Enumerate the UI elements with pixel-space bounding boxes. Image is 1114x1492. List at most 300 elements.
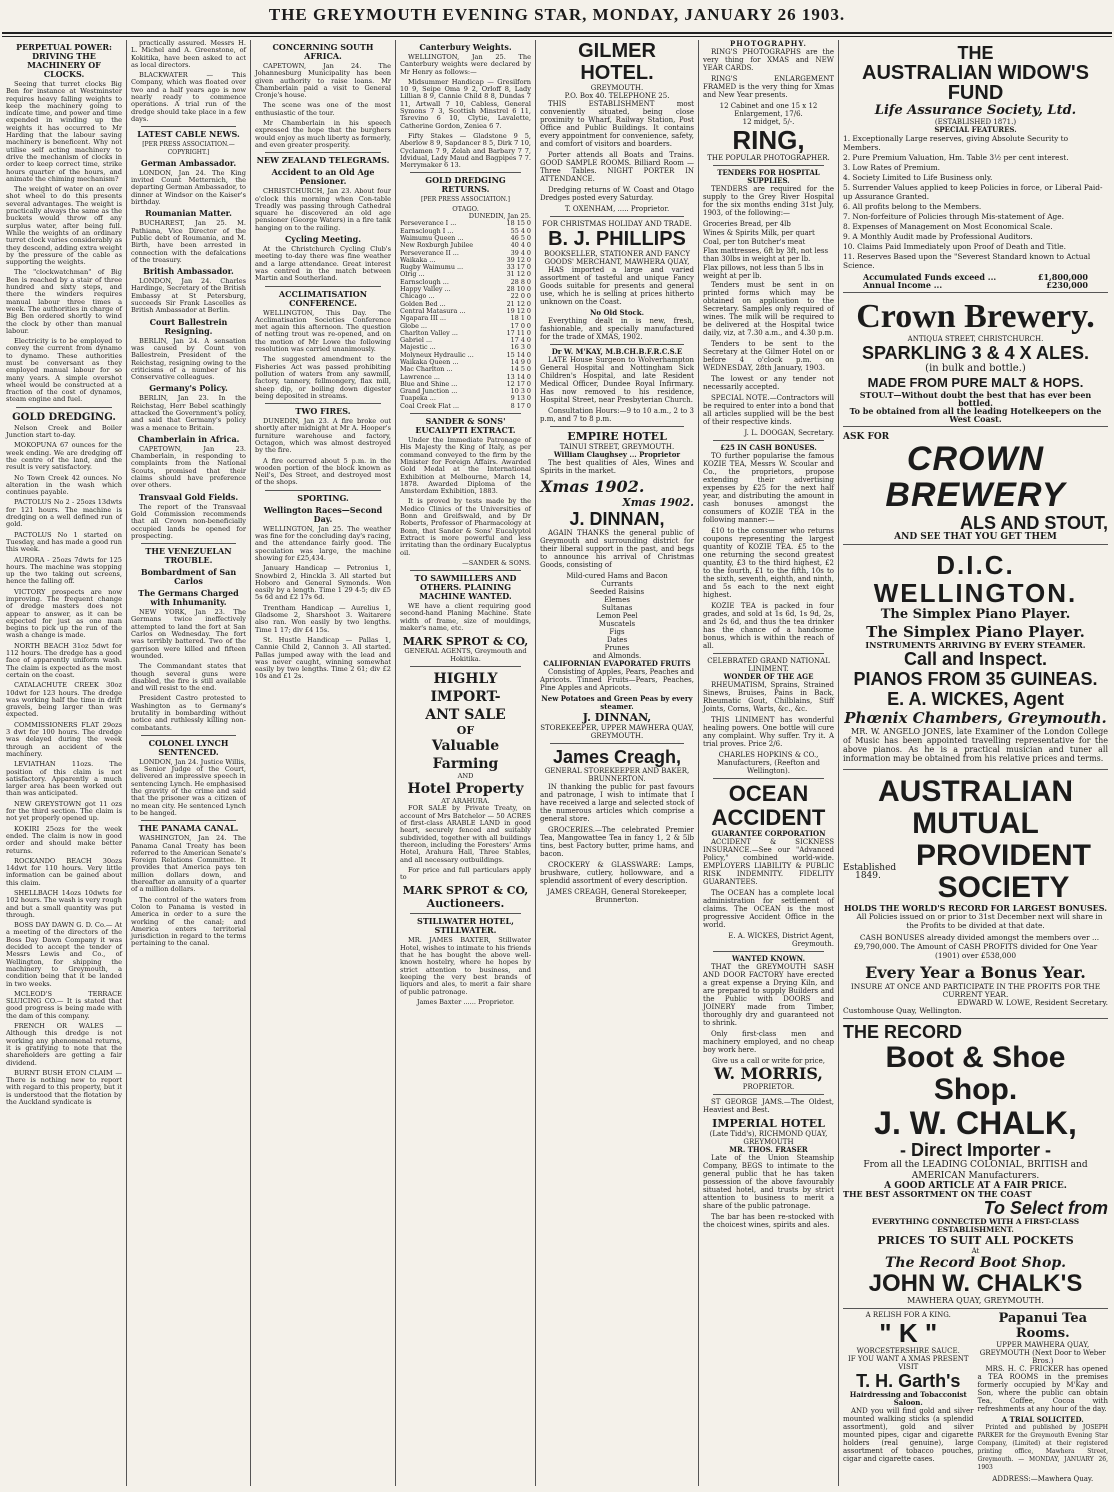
sub-heading: Transvaal Gold Fields. — [138, 491, 239, 502]
funds-value: £1,800,000 — [1037, 272, 1088, 282]
ad-heading: ALS AND STOUT, — [959, 513, 1108, 533]
dredge-name: Molyneux Hydraulic ... — [400, 350, 474, 359]
paragraph: RING'S PHOTOGRAPHS are the very thing for XMAS and NEW YEAR CARDS. — [703, 48, 834, 72]
divider — [550, 426, 684, 427]
dredge-return: 21 12 0 — [506, 299, 531, 308]
divider — [265, 286, 381, 287]
sub-heading: German Ambassador. — [140, 157, 237, 168]
chalk-ad — [843, 1022, 1108, 1305]
dinnan-title: J. DINNAN, — [569, 509, 665, 529]
list-item: Prunes — [604, 644, 630, 652]
list-item: Currants — [601, 580, 633, 588]
ad-heading: CELEBRATED GRAND NATIONAL LINIMENT. — [707, 657, 830, 673]
paragraph: WASHINGTON, Jan 24. The Panama Canal Treaty has been referred to the American Senate's Foreign Relations Committee. It provides that America pays ten million dollars down, and thereafter an annuity of a quarter of a million dollars. — [131, 834, 246, 894]
paragraph: Nelson Creek and Boiler Junction start to-day. — [6, 423, 122, 440]
article-heading: Canterbury Weights. — [419, 42, 512, 52]
ad-heading: SPARKLING 3 & 4 X ALES. — [861, 343, 1090, 363]
ad-line: EVERYTHING CONNECTED WITH A FIRST-CLASS ESTABLISHMENT. — [871, 1217, 1080, 1234]
paragraph: The report of the Transvaal Gold Commission recommends that all Crown non-beneficially occupied lands be opened for prospecting. — [131, 502, 246, 540]
ad-heading: Call and Inspect. — [903, 649, 1048, 669]
divider — [713, 1094, 824, 1095]
ad-line: A RELISH FOR A KING. — [865, 1311, 951, 1319]
ad-line: At — [971, 1247, 980, 1255]
list-item: 5. Surrender Values applied to keep Policies in force, or Liberal Paid-up Assurance Granted. — [843, 183, 1103, 201]
divider — [265, 152, 381, 153]
dredge-return: 28 8 0 — [510, 277, 531, 286]
divider — [410, 666, 521, 667]
list-item: 11. Reserves Based upon the "Severest Standard known to Actual Science. — [843, 252, 1091, 270]
divider — [265, 403, 381, 404]
divider — [141, 735, 236, 736]
dredge-return: 18 1 0 — [510, 314, 531, 323]
list-item: 4. Society Limited to Life Business only. — [843, 173, 993, 182]
ad-line: ASK FOR — [843, 432, 890, 442]
paragraph: January Handicap — Petronius 1, Snowbird 2, Hinckla 3. All started but Hoboro and General Symonds. Won easily by a length. Time 1 29 4-5; div £5 5s 6d and £2 17s 6d. — [255, 564, 391, 602]
paragraph: Dredging returns of W. Coast and Otago Dredges posted every Saturday. — [540, 186, 694, 202]
list-item: 1. Exceptionally Large reserves, giving Absolute Security to Members. — [843, 134, 1069, 152]
paragraph: CASH BONUSES already divided amongst the members over ... £9,790,000. The Amount of CASH PROFITS divided for One Year (1901) over £538,000 — [853, 933, 1100, 960]
dredge-return: 8 17 0 — [510, 401, 531, 410]
goods-list — [540, 572, 694, 660]
chalk-title: J. W. CHALK, — [874, 1105, 1077, 1141]
paragraph: CAPETOWN, Jan 24. The Johannesburg Municipality has been given authority to raise loans. Mr Chamberlain paid a visit to General Cronje's house. — [255, 62, 391, 100]
paragraph: BURNT BUSH ETON CLAIM — There is nothing new to report with regard to this property, but it is understood that the flotation by the Auckland syndicate is — [6, 1068, 122, 1106]
paragraph: The suggested amendment to the Fisheries Act was passed prohibiting pollution of waters from any sawmill, factory, tannery, fellmongery, flax mill, sheep dip, or boiling down digester being deposited in streams. — [255, 355, 391, 400]
dredge-name: Earnsclough ... — [400, 277, 449, 286]
dinnan-sub: STOREKEEPER, UPPER MAWHERA QUAY, GREYMOUTH. — [540, 724, 694, 740]
divider — [713, 440, 824, 441]
list-item: 10. Claims Paid Immediately upon Proof of Death and Title. — [843, 242, 1067, 251]
signature: JAMES CREAGH, General Storekeeper, Brunnerton. — [547, 888, 687, 904]
price-line: 12 Cabinet and one 15 x 12 Enlargement, 17/6. — [719, 102, 818, 118]
paragraph: All Policies issued on or prior to 31st December next will share in the Profits to be divided at that date. — [856, 912, 1103, 930]
garth-title: T. H. Garth's — [856, 1371, 961, 1391]
dredge-name: Charlton Valley ... — [400, 328, 458, 337]
paragraph: The OCEAN has a complete local administration for settlement of claims. The OCEAN is the most progressive Accident Office in the world. — [703, 889, 834, 929]
guarantee-title: GUARANTEE CORPORATION — [711, 829, 826, 838]
article-heading: PERPETUAL POWER: DRIVING THE MACHINERY OF CLOCKS. — [16, 42, 112, 79]
dredge-return: 15 14 0 — [506, 350, 531, 359]
column-7 — [838, 40, 1112, 1486]
paragraph: Trentham Handicap — Aurelius 1, Gladsome 2, Sharshoot 3. Waitarere also ran. Won easily by two lengths. Time 1 17; div £4 15s. — [255, 603, 391, 634]
divider — [141, 126, 236, 127]
paragraph: KOKIRI 25ozs for the week ended. The claim is now in good order and should make better returns. — [6, 824, 122, 855]
list-item: Lemon Peel — [596, 612, 638, 620]
paragraph: St. Hustle Handicap — Pallas 1, Cannie Child 2, Cannon 3. All started. Pallas jumped away with the lead and was never caught, winning somewhat easily by two lengths. Time 2 61; div £2 10s and £1 2s. — [255, 635, 391, 681]
ad-heading: To Select from — [983, 1198, 1108, 1218]
list-item: Coal, per ton Butcher's meat — [703, 238, 806, 246]
dredge-name: Globe ... — [400, 321, 427, 330]
signature: —SANDER & SONS. — [462, 558, 531, 567]
dredge-return: 17 11 0 — [506, 328, 531, 337]
divider — [550, 743, 684, 744]
dredge-return: 55 4 0 — [510, 226, 531, 235]
sale-location: AT ARAHURA. — [441, 797, 490, 806]
ad-heading: The Simplex Piano Player. — [880, 607, 1071, 622]
column-3 — [250, 40, 395, 1486]
article-heading: CONCERNING SOUTH AFRICA. — [272, 42, 374, 61]
divider — [550, 344, 684, 345]
ad-heading: WANTED KNOWN. — [731, 954, 806, 963]
list-item: and Almonds. — [592, 652, 642, 660]
paragraph: CHRISTCHURCH, Jan 23. About four o'clock this morning when Con-table Treadly was passing through Cathedral square he discovered an old age pensioner (George Waters) in a fire tank hanging on to the railing. — [255, 187, 391, 232]
dinnan-title: J. DINNAN, — [582, 711, 652, 724]
paragraph: DUNEDIN, Jan 23. A fire broke out shortly after midnight at Mr A. Hooper's furniture warehouse and factory, Octagon, which was almost destroyed by the fire. — [255, 417, 391, 455]
divider — [265, 490, 381, 491]
ad-heading: WONDER OF THE AGE — [723, 672, 814, 681]
dredge-return: 10 3 0 — [510, 387, 531, 396]
paragraph: GROCERIES.—The celebrated Premier Tea, Mangowattee Tea in fancy 1, 2 & 5lb tins, best Factory butter, prime hams, and bacon. — [540, 826, 694, 858]
dredge-name: Perseverance I ... — [400, 219, 457, 228]
ad-heading: The Simplex Piano Player. — [866, 623, 1085, 641]
paragraph: IN thanking the public for past favours and patronage, I wish to intimate that I have received a large and selected stock of the numerous articles which comprise a general store. — [540, 783, 694, 823]
paragraph: WELLINGTON, Jan 25. The Canterbury weights were declared by Mr Henry as follows:— — [400, 53, 531, 76]
imperial-title: IMPERIAL HOTEL — [712, 1117, 825, 1130]
dredge-name: Golden Bed ... — [400, 299, 446, 308]
paragraph: The Commandant states that though several guns were disabled, the fire is still available and will resist to the end. — [131, 662, 246, 693]
paragraph: Late of the Union Steamship Company, BEGS to intimate to the general public that he has taken possession of the above favourably situated hotel, and trusts by strict attention to business to merit a share of the public patronage. — [703, 1154, 834, 1210]
article-heading: TWO FIRES. — [295, 406, 351, 417]
ad-heading: AUSTRALIAN WIDOW'S FUND — [862, 62, 1089, 104]
dredge-return: 9 13 0 — [510, 394, 531, 403]
ad-heading: STILLWATER HOTEL, STILLWATER. — [417, 916, 514, 936]
fraser-title: MR. THOS. FRASER — [729, 1145, 808, 1154]
list-item: 7. Non-forfeiture of Policies through Mis-statement of Age. — [843, 212, 1064, 221]
dredge-return: 39 12 0 — [506, 255, 531, 264]
list-item: Flax pillows, not less than 5 lbs in weight at per lb. — [703, 264, 824, 280]
ad-line: From all the LEADING COLONIAL, BRITISH and AMERICAN Manufacturers. — [863, 1160, 1088, 1181]
divider — [410, 413, 521, 414]
dredge-return: 39 4 0 — [510, 248, 531, 257]
paragraph: TO further popularise the famous KOZIE TEA, Messrs W. Scoular and Co., the proprietors, propose extending their advertising expenses by £25 for the next half year, and distributing the amount in cash bonuses amongst the consumers of KOZIE TEA in the following manner:— — [703, 452, 834, 524]
gilmer-town: GREYMOUTH. — [590, 84, 644, 92]
dredge-name: New Roxburgh Jubilee — [400, 241, 474, 250]
divider — [550, 216, 684, 217]
dredge-name: Coal Creek Flat ... — [400, 401, 460, 410]
sale-heading: HIGHLY IMPORT- — [430, 670, 501, 705]
ad-line: AND SEE THAT YOU GET THEM — [894, 532, 1057, 542]
dredge-return: 22 0 0 — [510, 292, 531, 301]
dredge-return: 19 12 0 — [506, 306, 531, 315]
sale-heading: AND — [457, 771, 474, 780]
dredge-name: Tuapeka ... — [400, 394, 436, 403]
paragraph: Tenders must be sent in on printed forms which may be obtained on application to the Secretary. Samples only required of wines. The milk will be required to be delivered at the Hospital twice daily, viz, at 7.30 a.m., and 4.30 p.m. — [703, 281, 834, 337]
dredging-returns-table — [400, 220, 531, 410]
paragraph: PACTOLUS No 1 started on Tuesday, and has made a good run this week. — [6, 530, 122, 554]
ad-line: ADDRESS:—Mawhera Quay. — [992, 1475, 1094, 1483]
divider — [713, 165, 824, 166]
paragraph: A fire occurred about 5 p.m. in the wooden portion of the block known as Neil's, Des Street, and destroyed most of the shops. — [255, 456, 391, 487]
paragraph: Seeing that turret clocks Big Ben for instance at Westminster requires heavy falling weights to keep the machinery going to indicate time, and power and time expended in winding up the weights it has occurred to Mr Harding that the labour saving machinery is beneficent. Why not utilise self acting machinery to drive the mechanism of clocks in order to keep correct time, strike hours quarter of the hours, and animate the chiming mechanism? — [6, 80, 122, 183]
sub-heading: Roumanian Matter. — [145, 208, 232, 219]
xmas-heading: Xmas 1902. — [622, 496, 694, 509]
divider — [410, 913, 521, 914]
masthead-rule — [2, 32, 1112, 34]
paragraph: The control of the waters from Colon to Panama is vested in America in order to a sure the working of the canal; and America enters territorial jurisdiction in regard to the terms pertaining to the canal. — [131, 895, 246, 948]
crown-title: CROWN BREWERY — [885, 440, 1066, 514]
sub-heading: Chamberlain in Africa. — [137, 433, 240, 444]
paragraph: BERLIN, Jan 23. In the Reichstag, Herr Bebel scathingly attacked the Government's policy, and said that Germany's policy was a menace to Britain. — [131, 394, 246, 432]
signature: CHARLES HOPKINS & CO., Manufacturers, (Reefton and Wellington). — [716, 751, 821, 775]
dredge-name: Happy Valley ... — [400, 285, 451, 294]
sub-heading: Cycling Meeting. — [284, 234, 362, 245]
dateline: DUNEDIN, Jan 25. — [468, 212, 531, 221]
divider — [410, 172, 521, 173]
firm-sub: GENERAL AGENTS, Greymouth and Hokitika. — [404, 647, 527, 663]
dic-title: D.I.C. WELLINGTON. — [873, 550, 1078, 608]
table-row — [400, 403, 531, 410]
xmas-heading: Xmas 1902. — [540, 477, 645, 496]
ad-heading: TENDERS FOR HOSPITAL SUPPLIES. — [717, 168, 820, 185]
paragraph: NEW YORK, Jan 23. The Germans twice ineffectively attempted to land the fort at San Carlos on Wednesday. The fort was terribly battered. Two of the garrison were killed and fifteen wounded. — [131, 608, 246, 660]
paragraph: HAS imported a large and varied assortment of tasteful and unique Fancy Goods suitable for presents and general use, which he is selling at prices hitherto unknown on the Coast. — [540, 266, 694, 306]
ad-heading: Every Year a Bonus Year. — [865, 963, 1086, 982]
dredge-name: Lawrence ... — [400, 372, 440, 381]
sale-heading: ANT SALE — [425, 706, 506, 723]
ad-heading: SANDER & SONS' EUCALYPTI EXTRACT. — [415, 416, 516, 436]
amp-row — [843, 840, 1108, 904]
paragraph: AGAIN THANKS the general public of Greymouth and surrounding district for their liberal support in the past, and begs to announce his arrival of Christmas Goods, consisting of — [540, 529, 694, 569]
paragraph: BERLIN, Jan 24. A sensation was caused by Count von Ballestrein, President of the Reichstag, resigning owing to the criticisms of a number of his Conservative colleagues. — [131, 336, 246, 382]
masthead: THE GREYMOUTH EVENING STAR, MONDAY, JANUARY 26 1903. — [268, 5, 846, 24]
ad-sub: SPECIAL FEATURES. — [934, 125, 1017, 134]
divider — [713, 653, 824, 654]
morris-sub: PROPRIETOR. — [742, 1083, 795, 1091]
article-heading: GOLD DREDGING. — [12, 411, 116, 423]
paragraph: The bar has been re-stocked with the choicest wines, spirits and ales. — [703, 1213, 834, 1229]
list-item: Sultanas — [601, 604, 633, 612]
dredge-name: Chicago ... — [400, 292, 435, 301]
firm-sub: Auctioneers. — [426, 897, 505, 911]
paragraph: FRENCH OR WALES — Although this dredge is not working any phenomenal returns, it is gratifying to note that the shareholders are getting a fair dividend. — [6, 1022, 122, 1067]
ad-sub: Life Assurance Society, Ltd. — [874, 103, 1077, 118]
paragraph: BUCHAREST, Jan 25. M. Pathiana, Vice Director of the Public debt of Roumania, and M. Birth, have been arrested in connection with the defalcations of the treasury. — [131, 219, 246, 264]
dredge-name: Majestic ... — [400, 343, 436, 352]
established: Established 1849. — [843, 863, 897, 881]
creagh-title: James Creagh, — [552, 747, 682, 767]
paragraph: President Castro protested to Washington as to Germany's brutality in bombarding without notice and ruthlessly killing non-combatants. — [131, 694, 246, 732]
list-item: Flax mattresses, 6ft by 3ft, not less than 30lbs in weight at per lb. — [703, 247, 829, 263]
amp-title: AUSTRALIAN MUTUAL — [878, 775, 1073, 840]
dredge-name: Central Matasura ... — [400, 306, 466, 315]
paragraph: Everything dealt in is new, fresh, fashionable, and specially manufactured for the trade of XMAS, 1902. — [540, 317, 694, 341]
ad-line: A TRIAL SOLICITED. — [1001, 1415, 1084, 1424]
paragraph: Under the Immediate Patronage of His Majesty the King of Italy, as per command conveyed to the firm by the Minister for Foreign Affairs. Awarded Gold Medal at the International Exhibition at Melbourne, March 14, 1878. Awarded Diploma of the Amsterdam Exhibition, 1883. — [400, 436, 531, 496]
article-heading: SPORTING. — [297, 492, 349, 503]
tender-list — [703, 220, 834, 280]
paragraph: LATE House Surgeon to Wolverhampton General Hospital and Nottingham Sick Children's Hospital, and late Resident Medical Officer, Dundee Royal Infirmary. Has now removed to his residence, Hospital Street, near Presbyterian Church. — [540, 356, 694, 404]
ad-heading: PIANOS FROM 35 GUINEAS. — [853, 669, 1098, 689]
paragraph: BOSS DAY DAWN G. D. Co.— At a meeting of the directors of the Boss Day Dawn Company it was decided to accept the tender of Messrs Lewis and Co., of Wellington, for shipping the machinery to Greymouth, a condition being that it be landed in two weeks. — [6, 921, 122, 988]
signature: E. A. WICKES, District Agent, Greymouth. — [728, 932, 834, 948]
dredge-name: Olrig ... — [400, 270, 425, 279]
ad-heading: CALIFORNIAN EVAPORATED FRUITS — [543, 659, 691, 668]
paragraph: The best qualities of Ales, Wines and Spirits in the market. — [540, 459, 694, 475]
dredge-name: Perseverance II ... — [400, 248, 459, 257]
article-heading: ACCLIMATISATION CONFERENCE. — [278, 288, 368, 308]
column-1 — [2, 40, 126, 1486]
paragraph: PACTOLUS No 2 - 25ozs 13dwts for 121 hours. The machine is dredging on a well defined run of gold. — [6, 498, 122, 529]
proprietor: William Claughsey ... Proprietor — [553, 450, 681, 459]
dredge-name: Grand Junction ... — [400, 387, 458, 396]
paragraph: BLACKWATER — This Company, which was floated over two and a half years ago is now nearly ready to commence operations. A trial run of the dredge should take place in a few days. — [131, 71, 246, 123]
amp-title: PROVIDENT SOCIETY — [915, 839, 1092, 904]
ad-line: Customhouse Quay, Wellington. — [843, 1006, 962, 1015]
crown-title: Crown Brewery. — [856, 298, 1095, 335]
ad-heading: PHOTOGRAPHY. — [730, 40, 807, 48]
doctor-title: Dr W. M'KAY, M.B.CH.B.F.R.C.S.E — [551, 347, 683, 356]
ad-line: HOLDS THE WORLD'S RECORD FOR LARGEST BONUSES. — [843, 903, 1107, 913]
dredge-return: 40 4 0 — [510, 241, 531, 250]
list-item: Muscatels — [598, 620, 636, 628]
ad-heading: THE RECORD — [843, 1022, 963, 1042]
list-item: Wines & Spirits Milk, per quart — [703, 229, 815, 237]
list-item: Mild-cured Hams and Bacon — [566, 572, 668, 580]
paragraph: SPECIAL NOTE.—Contractors will be required to enter into a bond that all articles supplied will be the best of their respective kinds. — [703, 394, 834, 426]
paragraph: Porter attends all Boats and Trains. GOOD SAMPLE ROOMS. Billiard Room — Three Tables. NIGHT PORTER IN ATTENDANCE. — [540, 151, 694, 183]
features-list — [843, 134, 1108, 270]
signature: James Baxter ...... Proprietor. — [416, 997, 515, 1006]
ad-line: STOU.T—Without doubt the best that has ever been bottled. — [859, 390, 1092, 408]
widows-fund-ad — [843, 40, 1108, 293]
byline: [PER PRESS ASSOCIATION.] — [421, 196, 510, 204]
article-heading: LATEST CABLE NEWS. — [137, 129, 240, 140]
ad-line: To be obtained from all the leading Hotelkeepers on the West Coast. — [849, 406, 1102, 424]
crown-brewery-ad-2 — [843, 430, 1108, 545]
ad-line: MAWHERA QUAY, GREYMOUTH. — [907, 1296, 1044, 1305]
dredge-name: Mac Charlton ... — [400, 365, 453, 374]
sub-heading: The Germans Charged with Inhumanity. — [138, 588, 239, 608]
dredge-return: 17 0 0 — [510, 321, 531, 330]
sub-heading: Germany's Policy. — [149, 383, 228, 394]
garth-ad — [843, 1311, 974, 1483]
sub-heading: Accident to an Old Age Pensioner. — [271, 167, 375, 187]
paragraph: Consultation Hours:—9 to 10 a.m., 2 to 3 p.m, and 7 to 8 p.m. — [540, 407, 694, 423]
paragraph: Only first-class men and machinery employed, and no cheap boy work here. — [703, 1030, 834, 1054]
papanui-title: Papanui Tea Rooms. — [998, 1311, 1088, 1341]
dredge-return: 13 14 0 — [506, 372, 531, 381]
paragraph: WELLINGTON, Jan 25. The weather was fine for the concluding day's racing, and the attendance fairly good. The speculation was large, the machine showing for £25,434. — [255, 524, 391, 562]
paragraph: COMMISSIONERS FLAT 29ozs 3 dwt for 100 hours. The dredge was delayed during the week through an accident of the machinery. — [6, 720, 122, 758]
list-item: Figs — [609, 628, 625, 636]
dredge-return: 17 4 0 — [510, 336, 531, 345]
list-item: Groceries Bread, per 4lb — [703, 220, 791, 228]
ad-line: IF YOU WANT A XMAS PRESENT VISIT — [847, 1355, 969, 1371]
imperial-sub: (Late Tidd's), RICHMOND QUAY, GREYMOUTH — [709, 1130, 828, 1146]
ad-heading: E. A. WICKES, Agent — [887, 689, 1064, 709]
article-heading: NEW ZEALAND TELEGRAMS. — [256, 155, 390, 166]
ad-sub: ANTIQUA STREET, CHRISTCHURCH. — [907, 335, 1044, 343]
ad-heading: £25 IN CASH BONUSES. — [720, 443, 817, 452]
ad-line: INSURE AT ONCE AND PARTICIPATE IN THE PROFITS FOR THE CURRENT YEAR. — [850, 982, 1101, 999]
sub-heading: Bombardment of San Carlos — [140, 567, 237, 587]
list-item: 9. A Monthly Audit made by Professional Auditors. — [843, 232, 1033, 241]
no-old-stock: No Old Stock. — [589, 308, 645, 317]
ad-line: WORCESTERSHIRE SAUCE. — [856, 1347, 960, 1355]
paragraph: FOR SALE by Private Treaty, on account of Mrs Batchelor — 50 ACRES of first-class ARABLE LAND in good heart, securely fenced and suitably subdivided, together with all buildings thereon, including the Foresters' Arms Hotel, Arahura Hall, Three Stables, and all necessary outbuildings. — [400, 804, 531, 864]
dredge-name: Waimumu Queen ... — [400, 233, 464, 242]
paragraph: The "clockwatchman" of Big Ben is reached by a stair of three hundred and sixty steps, and there the winders requires manual labour three times a week. The authorities in charge of Big Ben ordered shortly to wind the clock by other than manual labour. — [6, 268, 122, 335]
phillips-sub: BOOKSELLER, STATIONER AND FANCY GOODS' MERCHANT, MAWHERA QUAY, — [543, 250, 691, 266]
paragraph: At the Christchurch Cycling Club's meeting to-day there was fine weather and a large attendance. Great interest was centred in the match between Martin and Southerland. — [255, 245, 391, 283]
list-item: 2. Pure Premium Valuation, Hm. Table 3½ per cent interest. — [843, 153, 1069, 162]
ad-heading: Boot & Shoe Shop. — [885, 1041, 1066, 1106]
paragraph: ROCKANDO BEACH 30ozs 14dwt for 110 hours. Very little information can be gained about this claim. — [6, 856, 122, 887]
paragraph: AURORA - 25ozs 7dwts for 125 hours. The machine was stopping up the two taking out screens, hence the falling off. — [6, 555, 122, 586]
list-item: 6. All profits belong to the Members. — [843, 202, 982, 211]
paragraph: MR. W. ANGELO JONES, late Examiner of the London College of Music has been appointed travelling representative for the above pianos. As he is a practical musician and tuner all information may be obtained from his relative prices and terms. — [843, 727, 1108, 763]
divider — [410, 570, 521, 571]
dredge-return: 31 12 0 — [506, 270, 531, 279]
dredge-name: Waikaka Queen ... — [400, 357, 459, 366]
divider — [16, 407, 112, 408]
ad-sub: (in bulk and bottle.) — [925, 363, 1026, 374]
divider — [713, 951, 824, 952]
divider — [713, 778, 824, 779]
empire-sub: TAINUI STREET, GREYMOUTH. — [559, 443, 675, 451]
paragraph: The weight of water on an over shot wheel to do this presents several advantages. The weight is practically always the same as the buckets would throw off any surplus water, after being full. While the weights of an ordinary turret clock varies considerably as they descend, adding extra weight by the pressure of the cable as supporting the weights. — [6, 185, 122, 267]
paragraph: RING'S ENLARGEMENT FRAMED is the very thing for Xmas and New Year presents. — [703, 75, 834, 99]
signature: J. L. DOOGAN, Secretary. — [744, 429, 834, 437]
paragraph: THIS ESTABLISHMENT most conveniently situated, being close proximity to Wharf, Railway Station, Post Office and Public Buildings. It contains every appointment for convenience, safety, and comfort of visitors and boarders. — [540, 100, 694, 148]
sale-heading: Hotel Property — [407, 781, 524, 798]
paragraph: WELLINGTON, This Day. The Acclimatisation Societies Conference met again this afternoon. The question of netting trout was re-opened, and on the motion of Mr Lowe the following resolution was carried unanimously. — [255, 308, 391, 354]
gilmer-hotel-title: GILMER HOTEL. — [578, 40, 656, 84]
crown-brewery-ad — [843, 296, 1108, 427]
list-item: 3. Low Rates of Premium. — [843, 163, 940, 172]
column-4 — [395, 40, 535, 1486]
paragraph: MR. JAMES BAXTER, Stillwater Hotel, wishes to intimate to his friends that he has bought the above well-known hostelry, where he hopes by strict attention to business, and keeping the very best brands of liquors and ales, to merit a fair share of public patronage. — [400, 936, 531, 996]
paragraph: The lowest or any tender not necessarily accepted. — [703, 375, 834, 391]
paragraph: LEVIATHAN 11ozs. The position of this claim is not satisfactory. Apparently a much larger area has been worked out than was anticipated. — [6, 760, 122, 798]
funds-label: Accumulated Funds exceed ... — [863, 272, 997, 282]
ad-sub: (ESTABLISHED 1871.) — [934, 118, 1017, 126]
paragraph: VICTORY prospects are now improving. The frequent change of dredge masters does not appear to answer, as it can be expected for just as one man begins to pick up the run of the wash a change is made. — [6, 587, 122, 640]
paragraph: £10 to the consumer who returns coupons representing the largest quantity of KOZIE TEA. £5 to the one returning the second greatest quantity, £3 to the third highest, £2 to the fourth, £1 to the fifth, 10s to the sixth, seventh, eighth, and ninth, and 5s each to the next eight highest. — [703, 527, 834, 599]
dredge-return: 46 5 0 — [510, 233, 531, 242]
firm-name: MARK SPROT & CO, — [402, 635, 529, 649]
creagh-sub: GENERAL STOREKEEPER AND BAKER, BRUNNERTON. — [544, 767, 690, 783]
sub-heading: Wellington Races—Second Day. — [263, 504, 383, 524]
ad-heading: TO SAWMILLERS AND OTHERS. PLAINING MACHINE WANTED. — [414, 573, 517, 602]
list-item: Elemes — [604, 596, 630, 604]
paragraph: LONDON, Jan 24. The King invited Count Metternich, the departing German Ambassador, to dinner at Windsor on the Kaiser's birthday. — [131, 168, 246, 207]
sale-heading: OF — [456, 723, 475, 737]
gilmer-box: P.O. Box 40. TELEPHONE 25. — [564, 92, 670, 100]
paragraph: TENDERS are required for the supply to the Grey River Hospital for the six months ending 31st July, 1903, of the following:— — [703, 185, 834, 217]
list-item: Dates — [606, 636, 628, 644]
paragraph: SHELLBACH 14ozs 10dwts for 102 hours. The wash is very rough and but a small quantity was put through. — [6, 888, 122, 919]
accident-title: ACCIDENT — [711, 805, 826, 830]
ad-heading: MADE FROM PURE MALT & HOPS. — [867, 375, 1084, 390]
dredge-return: 18 15 0 — [506, 219, 531, 228]
ad-heading: - Direct Importer - — [899, 1140, 1052, 1160]
ad-line: Give us a call or write for price, — [712, 1057, 825, 1065]
paragraph: The scene was one of the most enthusiastic of the tour. — [255, 101, 391, 117]
article-heading: THE VENEZUELAN TROUBLE. — [145, 546, 232, 566]
paragraph: AND you will find gold and silver mounted walking sticks (a splendid assortment), gold and silver mounted pipes, cigar and cigarette holders (real genuine), large assortment of tobacco pouches, cigar and cigarette cases. — [843, 1407, 974, 1463]
paragraph: NORTH BEACH 31oz 5dwt for 112 hours. The dredge has a good face of apparently uniform wash. The claim is expected as the most certain on the coast. — [6, 641, 122, 679]
paragraph: Midsummer Handicap — Gresilforn 10 9, Seipe Oma 9 2, Orloff 8, Lady Lillian 8 9, Cannie Child 8 8, Dundas 7 11, Artwall 7 10, Cabless, General Symons 7 3, Scottish Minstrel 6 11, Tsrevino 6 10, Clytie, Lavalette, Catherine Gordon, Zeniea 6 7. — [400, 77, 531, 130]
paragraph: Consisting of Apples, Pears, Peaches and Apricots. Tinned Fruits—Pears, Peaches, Pine Apples and Apricots. — [540, 668, 694, 692]
masthead-rule-thin — [2, 36, 1112, 37]
article-heading: THE PANAMA CANAL. — [138, 823, 239, 834]
firm-name: MARK SPROT & CO, — [402, 884, 529, 898]
morris-title: W. MORRIS, — [714, 1064, 823, 1083]
empire-hotel-title: EMPIRE HOTEL — [567, 430, 667, 443]
ring-title: RING, — [732, 125, 805, 155]
ad-heading: Phœnix Chambers, Greymouth. — [844, 709, 1107, 727]
